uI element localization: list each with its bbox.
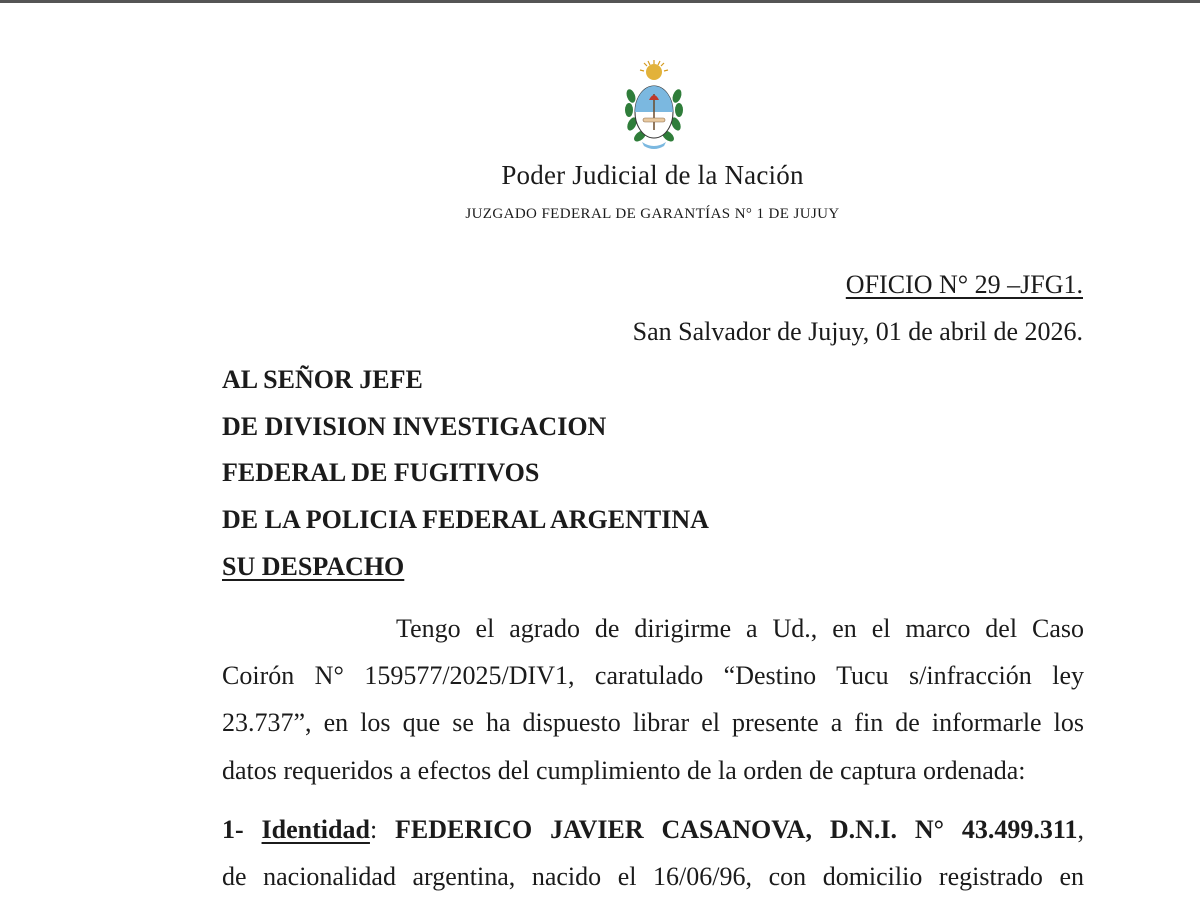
item-trailing: , [1077, 815, 1084, 844]
item-number: 1- [222, 815, 244, 844]
coat-of-arms-icon [624, 60, 684, 152]
body-paragraph-line: 23.737”, en los que se ha dispuesto librar el presente a fin de informarle los [222, 708, 1084, 737]
item-value: FEDERICO JAVIER CASANOVA, D.N.I. N° 43.499.311 [395, 815, 1078, 844]
document-reference: OFICIO N° 29 –JFG1. [845, 270, 1083, 299]
body-paragraph-line: datos requeridos a efectos del cumplimiento de la orden de captura ordenada: [222, 756, 1026, 785]
shield-icon [635, 86, 673, 138]
institution-title: Poder Judicial de la Nación [501, 160, 804, 190]
addressee-line: FEDERAL DE FUGITIVOS [222, 458, 540, 487]
court-name: JUZGADO FEDERAL DE GARANTÍAS N° 1 DE JUJUY [465, 206, 840, 222]
addressee-line: AL SEÑOR JEFE [222, 365, 423, 394]
addressee-closing: SU DESPACHO [222, 552, 405, 581]
identity-item [222, 815, 1084, 845]
item-colon: : [369, 815, 378, 844]
body-paragraph-line: Tengo el agrado de dirigirme a Ud., en el marco del Caso [396, 614, 1084, 643]
top-border [0, 0, 1200, 3]
identity-item-continuation: de nacionalidad argentina, nacido el 16/06/96, con domicilio registrado en [222, 862, 1084, 891]
place-and-date: San Salvador de Jujuy, 01 de abril de 2026. [632, 317, 1083, 346]
item-label: Identidad [261, 815, 370, 844]
body-paragraph-line: Coirón N° 159577/2025/DIV1, caratulado “Destino Tucu s/infracción ley [222, 661, 1084, 690]
ribbon-icon [642, 142, 666, 149]
addressee-line: DE DIVISION INVESTIGACION [222, 412, 607, 441]
sun-icon [640, 60, 668, 80]
addressee-line: DE LA POLICIA FEDERAL ARGENTINA [222, 505, 709, 534]
